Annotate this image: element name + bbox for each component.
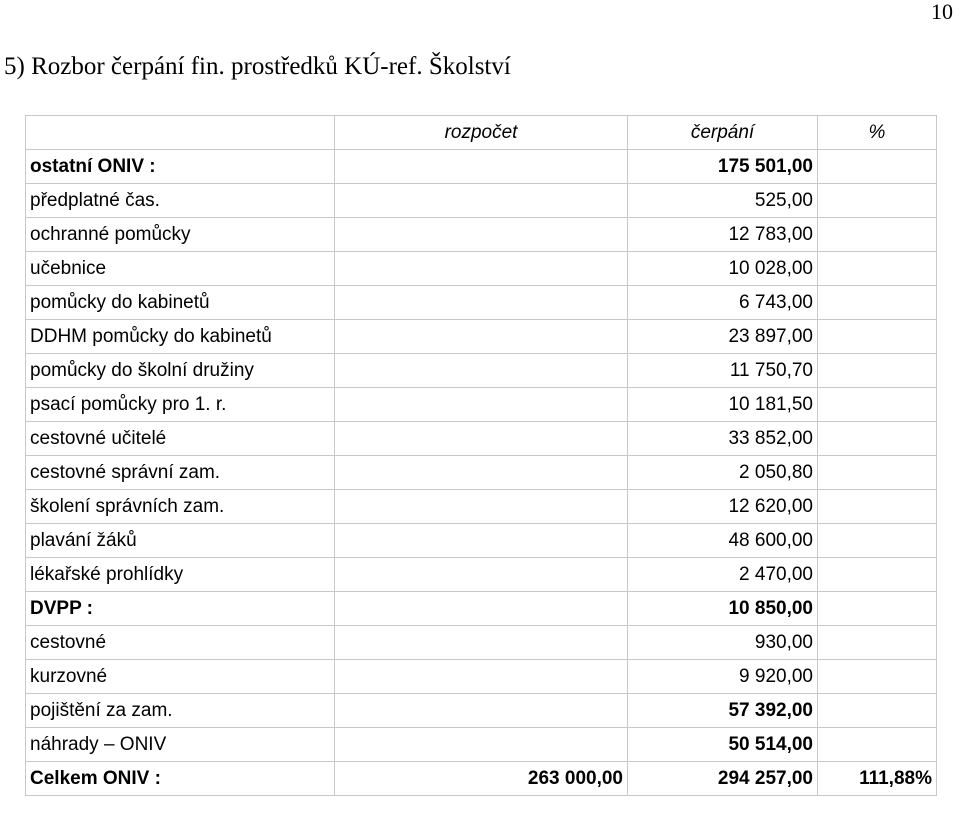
row-label: DDHM pomůcky do kabinetů [26, 320, 335, 354]
table-row [26, 422, 937, 456]
row-label: kurzovné [26, 660, 335, 694]
row-budget [335, 286, 628, 320]
row-spent: 12 620,00 [628, 490, 818, 524]
row-label: předplatné čas. [26, 184, 335, 218]
row-percent [818, 558, 937, 592]
row-budget [335, 694, 628, 728]
table-row [26, 728, 937, 762]
row-label: pojištění za zam. [26, 694, 335, 728]
row-spent: 525,00 [628, 184, 818, 218]
row-budget [335, 592, 628, 626]
row-spent: 12 783,00 [628, 218, 818, 252]
row-budget [335, 184, 628, 218]
row-spent: 10 028,00 [628, 252, 818, 286]
row-label: lékařské prohlídky [26, 558, 335, 592]
row-spent: 57 392,00 [628, 694, 818, 728]
row-percent [818, 592, 937, 626]
table-row [26, 490, 937, 524]
row-budget: 263 000,00 [335, 762, 628, 796]
table-row [26, 150, 937, 184]
row-budget [335, 388, 628, 422]
row-spent: 48 600,00 [628, 524, 818, 558]
row-label: pomůcky do kabinetů [26, 286, 335, 320]
row-label: ostatní ONIV : [26, 150, 335, 184]
table-row [26, 184, 937, 218]
row-budget [335, 354, 628, 388]
row-label: ochranné pomůcky [26, 218, 335, 252]
header-budget: rozpočet [335, 116, 628, 150]
row-percent [818, 320, 937, 354]
row-label: Celkem ONIV : [26, 762, 335, 796]
table-row [26, 524, 937, 558]
row-budget [335, 252, 628, 286]
row-budget [335, 524, 628, 558]
row-budget [335, 558, 628, 592]
row-label: pomůcky do školní družiny [26, 354, 335, 388]
row-spent: 930,00 [628, 626, 818, 660]
row-spent: 2 470,00 [628, 558, 818, 592]
page-number: 10 [931, 0, 953, 24]
table-row [26, 218, 937, 252]
row-label: cestovné učitelé [26, 422, 335, 456]
row-spent: 33 852,00 [628, 422, 818, 456]
row-budget [335, 150, 628, 184]
row-spent: 9 920,00 [628, 660, 818, 694]
row-percent [818, 490, 937, 524]
table-row [26, 762, 937, 796]
header-spent: čerpání [628, 116, 818, 150]
row-budget [335, 728, 628, 762]
row-label: učebnice [26, 252, 335, 286]
row-percent [818, 728, 937, 762]
row-percent [818, 150, 937, 184]
row-spent: 10 850,00 [628, 592, 818, 626]
table-row [26, 592, 937, 626]
row-percent [818, 422, 937, 456]
row-spent: 50 514,00 [628, 728, 818, 762]
row-percent: 111,88% [818, 762, 937, 796]
row-budget [335, 456, 628, 490]
row-percent [818, 456, 937, 490]
row-spent: 10 181,50 [628, 388, 818, 422]
row-percent [818, 218, 937, 252]
row-percent [818, 524, 937, 558]
row-percent [818, 626, 937, 660]
table-row [26, 354, 937, 388]
table-row [26, 558, 937, 592]
header-label [26, 116, 335, 150]
row-label: cestovné správní zam. [26, 456, 335, 490]
row-label: psací pomůcky pro 1. r. [26, 388, 335, 422]
row-label: plavání žáků [26, 524, 335, 558]
table-row [26, 626, 937, 660]
header-percent: % [818, 116, 937, 150]
table-row [26, 252, 937, 286]
row-budget [335, 626, 628, 660]
row-spent: 2 050,80 [628, 456, 818, 490]
row-budget [335, 660, 628, 694]
row-percent [818, 184, 937, 218]
row-percent [818, 388, 937, 422]
row-percent [818, 354, 937, 388]
row-label: náhrady – ONIV [26, 728, 335, 762]
row-percent [818, 286, 937, 320]
row-percent [818, 252, 937, 286]
section-heading: 5) Rozbor čerpání fin. prostředků KÚ-ref. Školství [4, 53, 511, 80]
row-spent: 11 750,70 [628, 354, 818, 388]
table-row [26, 388, 937, 422]
table-row [26, 660, 937, 694]
row-percent [818, 694, 937, 728]
table-row [26, 320, 937, 354]
row-label: cestovné [26, 626, 335, 660]
row-spent: 6 743,00 [628, 286, 818, 320]
row-budget [335, 490, 628, 524]
table-row [26, 286, 937, 320]
row-budget [335, 320, 628, 354]
table-row [26, 694, 937, 728]
row-percent [818, 660, 937, 694]
table-header-row [26, 116, 937, 150]
table-row [26, 456, 937, 490]
row-budget [335, 218, 628, 252]
row-label: školení správních zam. [26, 490, 335, 524]
row-spent: 294 257,00 [628, 762, 818, 796]
row-label: DVPP : [26, 592, 335, 626]
budget-table [25, 115, 937, 796]
row-spent: 23 897,00 [628, 320, 818, 354]
row-budget [335, 422, 628, 456]
row-spent: 175 501,00 [628, 150, 818, 184]
